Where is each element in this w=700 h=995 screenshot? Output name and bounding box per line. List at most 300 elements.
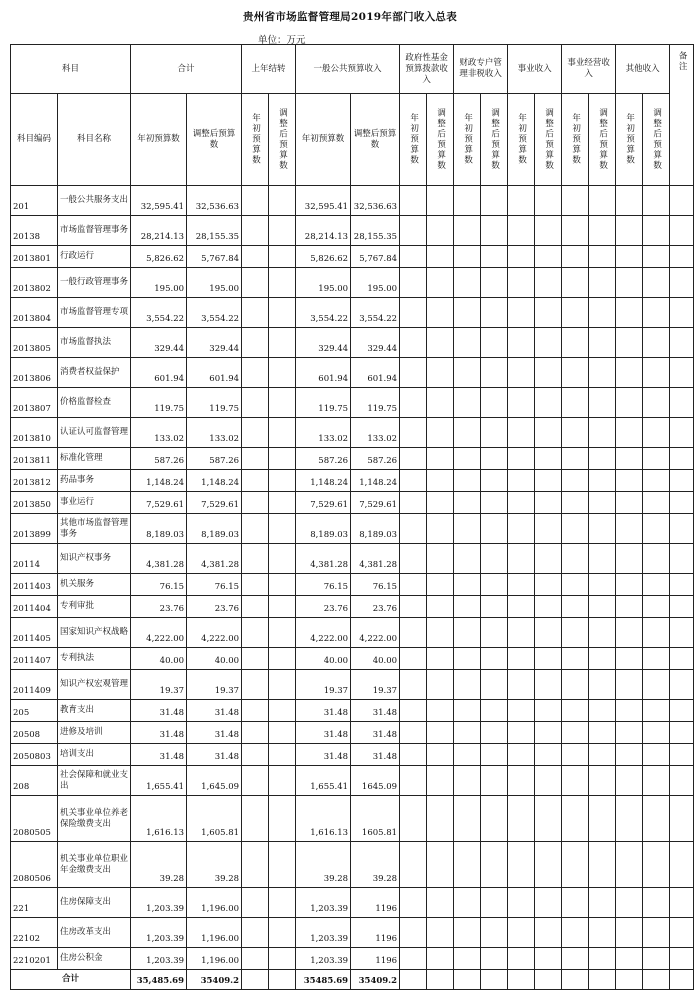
row-total-start: 3,554.22: [131, 298, 187, 328]
row-empty-cell: [589, 766, 616, 796]
row-code: 2013801: [11, 246, 58, 268]
row-empty-cell: [562, 596, 589, 618]
row-code: 2011405: [11, 618, 58, 648]
row-total-start: 1,203.39: [131, 918, 187, 948]
row-code: 2080505: [11, 796, 58, 842]
row-empty-cell: [643, 328, 670, 358]
row-carryover-adjusted: [269, 246, 296, 268]
row-general-start: 587.26: [296, 448, 351, 470]
row-empty-cell: [616, 918, 643, 948]
row-carryover-adjusted: [269, 418, 296, 448]
row-carryover-start: [242, 492, 269, 514]
row-total-adjusted: 32,536.63: [187, 186, 242, 216]
header-gov-fund-start: [400, 94, 427, 186]
header-business: 事业收入: [508, 45, 562, 94]
table-row: [11, 766, 694, 796]
row-empty-cell: [454, 722, 481, 744]
total-empty-cell: [427, 970, 454, 990]
row-general-start: 329.44: [296, 328, 351, 358]
total-start: 35,485.69: [131, 970, 187, 990]
row-empty-cell: [427, 618, 454, 648]
row-empty-cell: [643, 722, 670, 744]
row-empty-cell: [562, 492, 589, 514]
row-total-adjusted: 40.00: [187, 648, 242, 670]
row-general-adjusted: 5,767.84: [351, 246, 400, 268]
row-empty-cell: [535, 298, 562, 328]
row-carryover-adjusted: [269, 796, 296, 842]
header-carryover: 上年结转: [242, 45, 296, 94]
row-empty-cell: [589, 574, 616, 596]
row-total-adjusted: 3,554.22: [187, 298, 242, 328]
row-empty-cell: [427, 918, 454, 948]
row-empty-cell: [400, 618, 427, 648]
total-label: 合计: [11, 970, 131, 990]
row-general-start: 32,595.41: [296, 186, 351, 216]
row-empty-cell: [643, 648, 670, 670]
row-empty-cell: [589, 268, 616, 298]
row-code: 2013802: [11, 268, 58, 298]
unit-label: 单位：万元: [258, 35, 306, 46]
row-empty-cell: [427, 418, 454, 448]
row-empty-cell: [670, 470, 694, 492]
row-empty-cell: [481, 842, 508, 888]
row-empty-cell: [643, 670, 670, 700]
row-total-adjusted: 23.76: [187, 596, 242, 618]
row-general-adjusted: 31.48: [351, 722, 400, 744]
row-empty-cell: [670, 448, 694, 470]
row-total-adjusted: 76.15: [187, 574, 242, 596]
row-empty-cell: [427, 246, 454, 268]
page-title: 贵州省市场监督管理局2019年部门收入总表: [242, 11, 458, 23]
total-adjusted: 35409.2: [187, 970, 242, 990]
row-empty-cell: [616, 298, 643, 328]
row-total-adjusted: 1,645.09: [187, 766, 242, 796]
row-carryover-adjusted: [269, 842, 296, 888]
row-carryover-start: [242, 268, 269, 298]
row-empty-cell: [400, 388, 427, 418]
row-empty-cell: [454, 388, 481, 418]
row-empty-cell: [589, 918, 616, 948]
row-total-adjusted: 5,767.84: [187, 246, 242, 268]
row-empty-cell: [535, 766, 562, 796]
row-empty-cell: [643, 744, 670, 766]
row-general-adjusted: 7,529.61: [351, 492, 400, 514]
row-empty-cell: [562, 618, 589, 648]
header-remark: [670, 45, 694, 186]
table-row: [11, 470, 694, 492]
row-empty-cell: [562, 574, 589, 596]
table-row: [11, 388, 694, 418]
row-carryover-adjusted: [269, 722, 296, 744]
row-empty-cell: [481, 328, 508, 358]
total-empty-cell: [508, 970, 535, 990]
row-empty-cell: [427, 388, 454, 418]
row-general-adjusted: 4,381.28: [351, 544, 400, 574]
row-empty-cell: [508, 470, 535, 492]
row-code: 2013811: [11, 448, 58, 470]
row-empty-cell: [400, 744, 427, 766]
row-general-adjusted: 31.48: [351, 700, 400, 722]
row-empty-cell: [670, 514, 694, 544]
row-code: 2013850: [11, 492, 58, 514]
row-total-start: 19.37: [131, 670, 187, 700]
row-empty-cell: [535, 888, 562, 918]
row-code: 2011409: [11, 670, 58, 700]
row-empty-cell: [616, 796, 643, 842]
row-empty-cell: [535, 918, 562, 948]
row-name: 认证认可监督管理: [58, 418, 131, 448]
table-row: [11, 596, 694, 618]
row-empty-cell: [508, 796, 535, 842]
row-empty-cell: [535, 514, 562, 544]
row-empty-cell: [508, 888, 535, 918]
row-empty-cell: [508, 268, 535, 298]
row-total-adjusted: 4,222.00: [187, 618, 242, 648]
row-empty-cell: [481, 298, 508, 328]
row-empty-cell: [454, 470, 481, 492]
header-business-start-text: 年初预算数: [516, 113, 527, 166]
row-empty-cell: [454, 888, 481, 918]
row-empty-cell: [508, 328, 535, 358]
row-empty-cell: [616, 186, 643, 216]
row-total-adjusted: 601.94: [187, 358, 242, 388]
row-empty-cell: [427, 514, 454, 544]
row-empty-cell: [427, 842, 454, 888]
row-empty-cell: [562, 544, 589, 574]
row-empty-cell: [535, 358, 562, 388]
row-total-start: 31.48: [131, 744, 187, 766]
row-total-adjusted: 329.44: [187, 328, 242, 358]
row-empty-cell: [643, 796, 670, 842]
row-empty-cell: [454, 700, 481, 722]
row-general-adjusted: 1196: [351, 918, 400, 948]
row-general-adjusted: 1196: [351, 888, 400, 918]
row-empty-cell: [535, 470, 562, 492]
row-empty-cell: [481, 596, 508, 618]
row-empty-cell: [481, 744, 508, 766]
row-empty-cell: [427, 888, 454, 918]
row-code: 20138: [11, 216, 58, 246]
row-empty-cell: [508, 766, 535, 796]
row-carryover-start: [242, 918, 269, 948]
row-empty-cell: [562, 766, 589, 796]
row-name: 其他市场监督管理事务: [58, 514, 131, 544]
row-empty-cell: [589, 216, 616, 246]
total-empty-cell: [481, 970, 508, 990]
row-total-start: 4,222.00: [131, 618, 187, 648]
row-empty-cell: [643, 574, 670, 596]
row-empty-cell: [535, 574, 562, 596]
row-empty-cell: [616, 700, 643, 722]
header-business-ops-adjusted: [589, 94, 616, 186]
row-total-adjusted: 1,605.81: [187, 796, 242, 842]
row-empty-cell: [589, 186, 616, 216]
row-empty-cell: [508, 618, 535, 648]
row-carryover-start: [242, 888, 269, 918]
row-empty-cell: [616, 670, 643, 700]
row-empty-cell: [400, 796, 427, 842]
row-empty-cell: [427, 186, 454, 216]
row-empty-cell: [481, 722, 508, 744]
row-empty-cell: [481, 766, 508, 796]
row-general-adjusted: 587.26: [351, 448, 400, 470]
row-total-adjusted: 31.48: [187, 722, 242, 744]
row-total-adjusted: 1,148.24: [187, 470, 242, 492]
header-general-budget: 一般公共预算收入: [296, 45, 400, 94]
row-general-start: 5,826.62: [296, 246, 351, 268]
row-empty-cell: [643, 492, 670, 514]
row-empty-cell: [400, 648, 427, 670]
row-empty-cell: [400, 186, 427, 216]
row-empty-cell: [508, 388, 535, 418]
row-carryover-start: [242, 246, 269, 268]
row-general-adjusted: 133.02: [351, 418, 400, 448]
row-total-start: 587.26: [131, 448, 187, 470]
table-row: [11, 268, 694, 298]
row-empty-cell: [508, 722, 535, 744]
row-empty-cell: [400, 596, 427, 618]
row-empty-cell: [670, 888, 694, 918]
row-empty-cell: [670, 298, 694, 328]
row-empty-cell: [643, 388, 670, 418]
row-empty-cell: [427, 744, 454, 766]
row-total-adjusted: 1,196.00: [187, 918, 242, 948]
row-total-start: 5,826.62: [131, 246, 187, 268]
row-empty-cell: [400, 492, 427, 514]
row-empty-cell: [562, 186, 589, 216]
row-empty-cell: [562, 648, 589, 670]
row-general-adjusted: 19.37: [351, 670, 400, 700]
row-empty-cell: [454, 246, 481, 268]
row-general-start: 1,616.13: [296, 796, 351, 842]
row-empty-cell: [535, 744, 562, 766]
row-empty-cell: [481, 470, 508, 492]
row-empty-cell: [400, 268, 427, 298]
row-empty-cell: [427, 766, 454, 796]
row-code: 2011404: [11, 596, 58, 618]
header-other-adjusted-text: 调整后预算数: [651, 108, 662, 171]
income-table: [10, 44, 694, 990]
row-carryover-adjusted: [269, 544, 296, 574]
row-general-adjusted: 1196: [351, 948, 400, 970]
row-empty-cell: [454, 216, 481, 246]
row-empty-cell: [481, 216, 508, 246]
row-empty-cell: [454, 796, 481, 842]
row-general-adjusted: 1605.81: [351, 796, 400, 842]
total-carryover-start: [242, 970, 269, 990]
row-empty-cell: [454, 574, 481, 596]
row-carryover-start: [242, 574, 269, 596]
row-total-start: 1,616.13: [131, 796, 187, 842]
header-business-ops: 事业经营收入: [562, 45, 616, 94]
row-empty-cell: [481, 246, 508, 268]
row-empty-cell: [589, 448, 616, 470]
row-empty-cell: [670, 796, 694, 842]
table-row: [11, 328, 694, 358]
row-code: 20114: [11, 544, 58, 574]
row-empty-cell: [535, 596, 562, 618]
row-empty-cell: [670, 842, 694, 888]
row-empty-cell: [508, 918, 535, 948]
row-empty-cell: [562, 216, 589, 246]
row-empty-cell: [535, 722, 562, 744]
row-empty-cell: [616, 574, 643, 596]
row-empty-cell: [535, 388, 562, 418]
row-empty-cell: [454, 596, 481, 618]
row-name: 机关事业单位职业年金缴费支出: [58, 842, 131, 888]
row-code: 2013806: [11, 358, 58, 388]
row-empty-cell: [454, 842, 481, 888]
row-empty-cell: [589, 492, 616, 514]
row-general-start: 1,148.24: [296, 470, 351, 492]
row-code: 2080506: [11, 842, 58, 888]
row-total-start: 32,595.41: [131, 186, 187, 216]
row-empty-cell: [670, 766, 694, 796]
row-code: 205: [11, 700, 58, 722]
row-carryover-start: [242, 328, 269, 358]
row-empty-cell: [562, 918, 589, 948]
row-empty-cell: [427, 700, 454, 722]
row-general-start: 1,203.39: [296, 918, 351, 948]
row-empty-cell: [670, 700, 694, 722]
row-total-adjusted: 31.48: [187, 744, 242, 766]
row-empty-cell: [562, 744, 589, 766]
row-carryover-start: [242, 618, 269, 648]
row-empty-cell: [427, 796, 454, 842]
row-code: 208: [11, 766, 58, 796]
row-empty-cell: [481, 544, 508, 574]
row-general-adjusted: 3,554.22: [351, 298, 400, 328]
header-other: 其他收入: [616, 45, 670, 94]
row-total-start: 119.75: [131, 388, 187, 418]
row-empty-cell: [562, 358, 589, 388]
row-total-start: 133.02: [131, 418, 187, 448]
row-general-start: 8,189.03: [296, 514, 351, 544]
row-empty-cell: [535, 216, 562, 246]
row-empty-cell: [589, 388, 616, 418]
row-empty-cell: [400, 918, 427, 948]
header-business-start: [508, 94, 535, 186]
row-empty-cell: [562, 388, 589, 418]
row-code: 201: [11, 186, 58, 216]
row-name: 专利执法: [58, 648, 131, 670]
row-empty-cell: [508, 448, 535, 470]
row-empty-cell: [616, 448, 643, 470]
row-empty-cell: [508, 216, 535, 246]
row-carryover-start: [242, 722, 269, 744]
row-empty-cell: [481, 358, 508, 388]
row-empty-cell: [589, 246, 616, 268]
row-empty-cell: [508, 648, 535, 670]
header-business-adjusted-text: 调整后预算数: [543, 108, 554, 171]
row-empty-cell: [508, 574, 535, 596]
row-name: 市场监督执法: [58, 328, 131, 358]
row-empty-cell: [454, 918, 481, 948]
row-empty-cell: [454, 358, 481, 388]
row-general-start: 39.28: [296, 842, 351, 888]
row-carryover-start: [242, 766, 269, 796]
header-other-start: [616, 94, 643, 186]
row-total-start: 1,655.41: [131, 766, 187, 796]
row-empty-cell: [643, 948, 670, 970]
row-empty-cell: [427, 328, 454, 358]
row-empty-cell: [427, 448, 454, 470]
table-row: [11, 298, 694, 328]
row-total-adjusted: 133.02: [187, 418, 242, 448]
row-code: 2013810: [11, 418, 58, 448]
row-carryover-start: [242, 948, 269, 970]
row-name: 市场监督管理专项: [58, 298, 131, 328]
row-empty-cell: [670, 246, 694, 268]
row-total-adjusted: 8,189.03: [187, 514, 242, 544]
total-general-start: 35485.69: [296, 970, 351, 990]
row-general-adjusted: 1645.09: [351, 766, 400, 796]
row-empty-cell: [535, 842, 562, 888]
row-empty-cell: [427, 648, 454, 670]
row-name: 一般公共服务支出: [58, 186, 131, 216]
row-total-adjusted: 195.00: [187, 268, 242, 298]
header-business-ops-start: [562, 94, 589, 186]
row-carryover-adjusted: [269, 514, 296, 544]
row-empty-cell: [535, 418, 562, 448]
total-empty-cell: [616, 970, 643, 990]
row-empty-cell: [535, 268, 562, 298]
row-carryover-start: [242, 796, 269, 842]
row-empty-cell: [400, 670, 427, 700]
row-carryover-start: [242, 388, 269, 418]
row-empty-cell: [508, 670, 535, 700]
row-empty-cell: [589, 514, 616, 544]
row-empty-cell: [670, 574, 694, 596]
row-empty-cell: [427, 492, 454, 514]
table-row: [11, 670, 694, 700]
row-empty-cell: [589, 888, 616, 918]
row-empty-cell: [589, 544, 616, 574]
row-carryover-adjusted: [269, 670, 296, 700]
row-name: 进修及培训: [58, 722, 131, 744]
row-empty-cell: [481, 388, 508, 418]
row-code: 2011403: [11, 574, 58, 596]
row-empty-cell: [454, 268, 481, 298]
row-empty-cell: [481, 268, 508, 298]
row-empty-cell: [616, 618, 643, 648]
header-gov-fund-adjusted: [427, 94, 454, 186]
row-empty-cell: [562, 888, 589, 918]
header-other-start-text: 年初预算数: [624, 113, 635, 166]
row-empty-cell: [616, 388, 643, 418]
row-empty-cell: [616, 544, 643, 574]
row-name: 培训支出: [58, 744, 131, 766]
row-empty-cell: [670, 388, 694, 418]
row-name: 知识产权事务: [58, 544, 131, 574]
row-general-start: 4,222.00: [296, 618, 351, 648]
row-empty-cell: [535, 796, 562, 842]
row-empty-cell: [454, 418, 481, 448]
row-empty-cell: [454, 670, 481, 700]
row-total-start: 601.94: [131, 358, 187, 388]
table-row: [11, 544, 694, 574]
row-empty-cell: [400, 700, 427, 722]
header-general-adjusted: 调整后预算数: [351, 94, 400, 186]
row-total-start: 1,203.39: [131, 888, 187, 918]
row-empty-cell: [481, 648, 508, 670]
row-total-adjusted: 4,381.28: [187, 544, 242, 574]
row-empty-cell: [643, 298, 670, 328]
table-row: [11, 358, 694, 388]
row-empty-cell: [427, 670, 454, 700]
row-empty-cell: [535, 246, 562, 268]
row-empty-cell: [643, 418, 670, 448]
